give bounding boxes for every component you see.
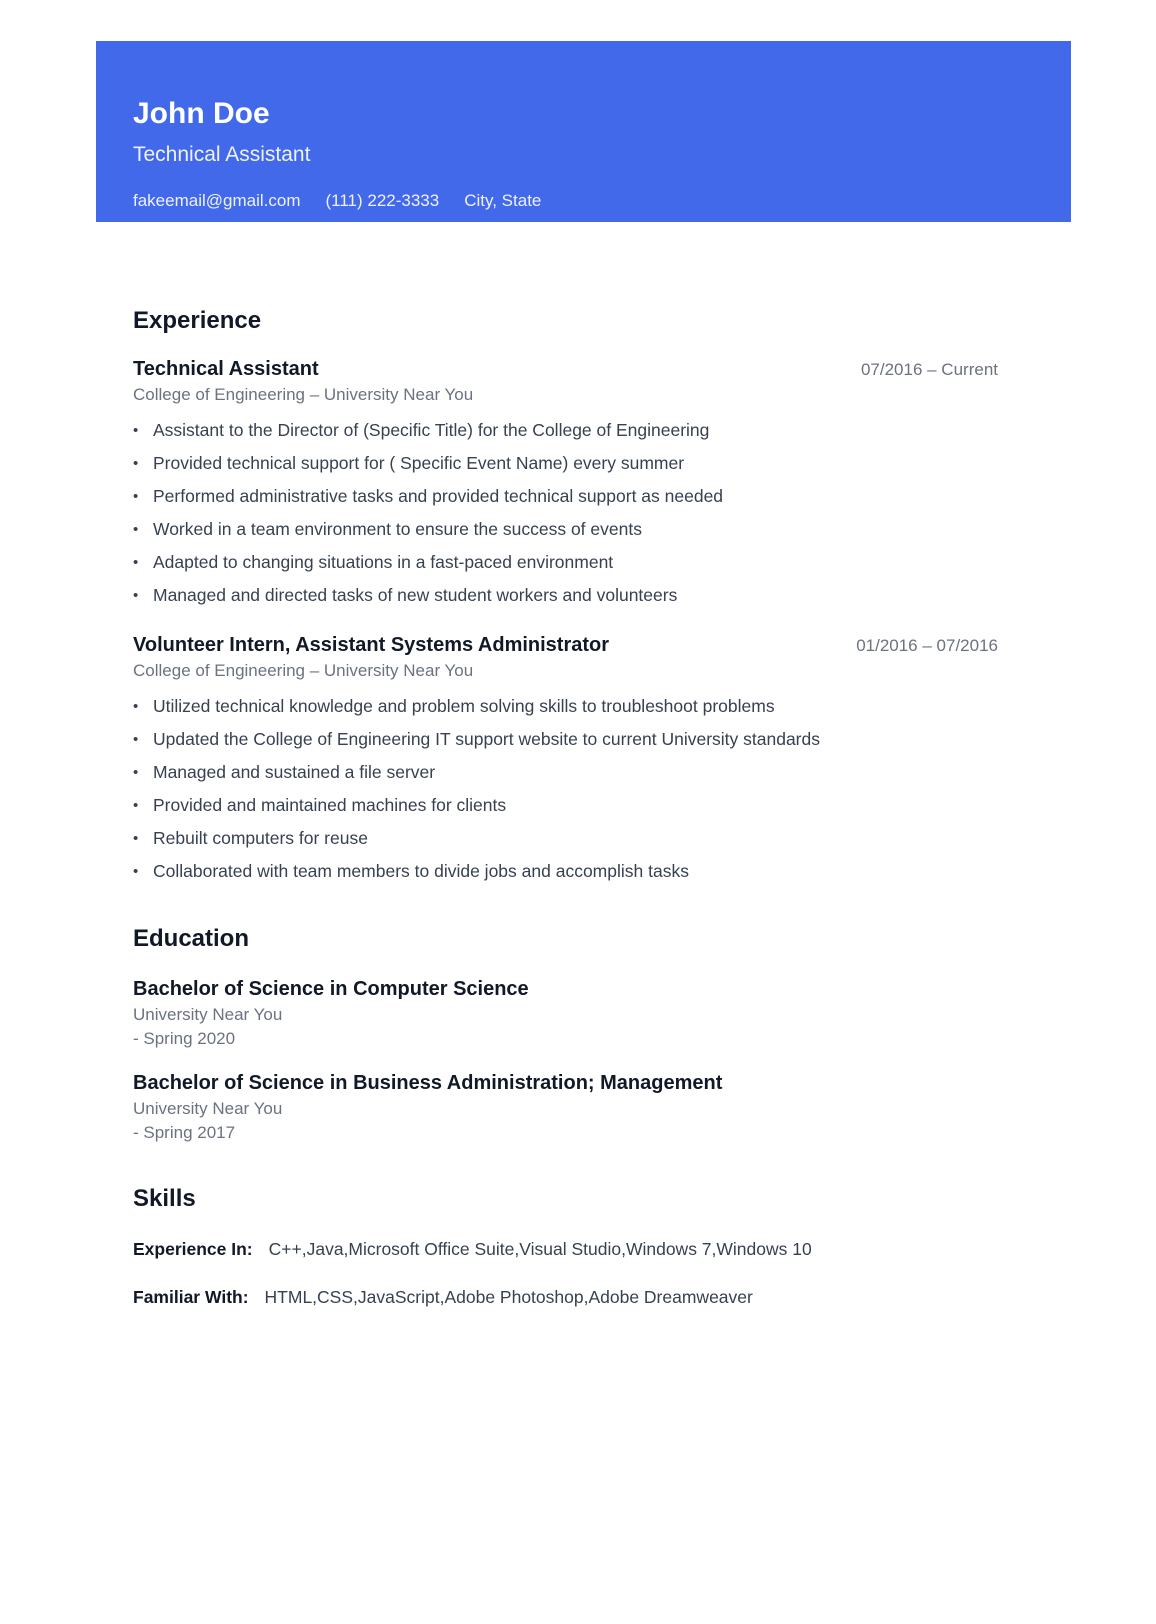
job-bullet: • Rebuilt computers for reuse [133, 828, 1038, 849]
school-name: University Near You [133, 1099, 283, 1118]
education-section [133, 924, 1038, 1144]
resume-header [96, 41, 1071, 222]
job-bullet: • Updated the College of Engineering IT support website to current University standards [133, 729, 1038, 750]
job-date: 01/2016 – 07/2016 [856, 636, 998, 655]
job-title: Technical Assistant [133, 358, 319, 380]
education-entry [133, 976, 1038, 1050]
contact-phone[interactable]: (111) 222-3333 [325, 191, 440, 210]
job-bullets [133, 696, 1038, 882]
section-title-skills: Skills [133, 1185, 196, 1212]
section-title-education: Education [133, 925, 250, 952]
job-bullets [133, 420, 1038, 606]
job-organization: College of Engineering – University Near You [133, 385, 474, 404]
experience-section [133, 306, 1038, 882]
contact-email[interactable]: fakeemail@gmail.com [133, 191, 301, 210]
contact-info [133, 190, 1071, 212]
skills-section [133, 1184, 1038, 1308]
education-entry [133, 1070, 1038, 1144]
skill-value: C++,Java,Microsoft Office Suite,Visual Studio,Windows 7,Windows 10 [268, 1239, 812, 1259]
degree-title: Bachelor of Science in Business Administration; Management [133, 1072, 723, 1094]
education-date: - Spring 2020 [133, 1029, 236, 1048]
job-bullet: • Provided technical support for ( Specific Event Name) every summer [133, 453, 1038, 474]
degree-title: Bachelor of Science in Computer Science [133, 978, 529, 1000]
job-bullet: • Worked in a team environment to ensure the success of events [133, 519, 1038, 540]
resume-body [133, 306, 1038, 1334]
job-bullet: • Utilized technical knowledge and problem solving skills to troubleshoot problems [133, 696, 1038, 717]
skill-label: Familiar With: [133, 1287, 249, 1307]
candidate-title: Technical Assistant [133, 143, 311, 166]
contact-location: City, State [464, 191, 542, 210]
school-name: University Near You [133, 1005, 283, 1024]
job-entry [133, 356, 1038, 606]
job-organization: College of Engineering – University Near You [133, 661, 474, 680]
candidate-name: John Doe [133, 97, 270, 130]
job-bullet: • Managed and directed tasks of new student workers and volunteers [133, 585, 1038, 606]
skill-row [133, 1238, 1038, 1260]
job-date: 07/2016 – Current [860, 360, 998, 379]
job-title: Volunteer Intern, Assistant Systems Administrator [133, 634, 610, 656]
skill-label: Experience In: [133, 1239, 253, 1259]
job-bullet: • Performed administrative tasks and provided technical support as needed [133, 486, 1038, 507]
section-title-experience: Experience [133, 307, 262, 334]
skill-row [133, 1286, 1038, 1308]
job-bullet: • Collaborated with team members to divide jobs and accomplish tasks [133, 861, 1038, 882]
job-bullet: • Managed and sustained a file server [133, 762, 1038, 783]
job-bullet: • Provided and maintained machines for clients [133, 795, 1038, 816]
job-bullet: • Adapted to changing situations in a fast-paced environment [133, 552, 1038, 573]
skill-value: HTML,CSS,JavaScript,Adobe Photoshop,Adobe Dreamweaver [264, 1287, 753, 1307]
job-bullet: • Assistant to the Director of (Specific Title) for the College of Engineering [133, 420, 1038, 441]
education-date: - Spring 2017 [133, 1123, 236, 1142]
job-entry [133, 632, 1038, 882]
